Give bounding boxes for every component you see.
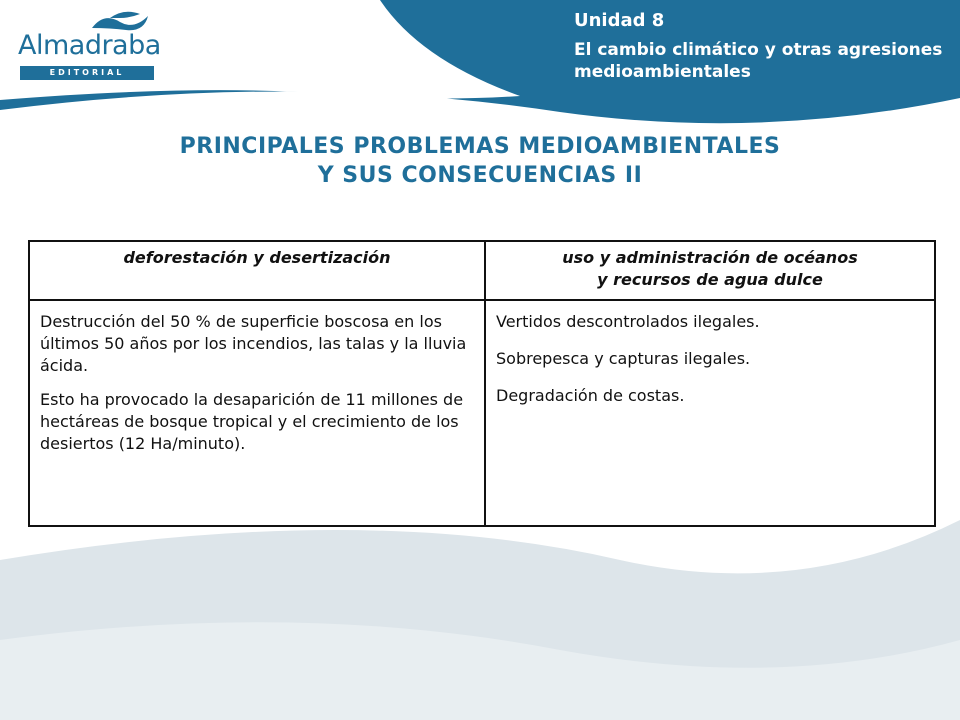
cell-deforestation [29, 300, 485, 526]
list-item: Degradación de costas. [496, 386, 685, 405]
unit-subtitle: El cambio climático y otras agresiones medioambientales [574, 40, 943, 82]
logo-brand: Almadraba [18, 30, 161, 61]
list-item: Sobrepesca y capturas ilegales. [496, 349, 751, 368]
logo-tagline: EDITORIAL [20, 66, 154, 80]
header-text: y recursos de agua dulce [597, 270, 823, 289]
table-header-row [29, 241, 935, 300]
unit-header [574, 10, 954, 83]
header-text: uso y administración de océanos [562, 248, 858, 267]
header-text: deforestación y desertización [123, 248, 391, 267]
cell-oceans [485, 300, 935, 526]
publisher-logo [18, 8, 161, 78]
header-oceans [485, 241, 935, 300]
paragraph: Esto ha provocado la desaparición de 11 millones de hectáreas de bosque tropical y el crecimiento de los desiertos (12 Ha/minuto). [40, 390, 464, 453]
header-deforestation [29, 241, 485, 300]
problems-table [28, 240, 936, 527]
page-title [0, 132, 960, 190]
page-title-line1: PRINCIPALES PROBLEMAS MEDIOAMBIENTALES [179, 134, 781, 159]
page-title-line2: Y SUS CONSECUENCIAS II [317, 163, 643, 188]
unit-number: Unidad 8 [574, 10, 665, 31]
table-row [29, 300, 935, 526]
paragraph: Destrucción del 50 % de superficie boscosa en los últimos 50 años por los incendios, las talas y la lluvia ácida. [40, 312, 467, 375]
list-item: Vertidos descontrolados ilegales. [496, 312, 760, 331]
